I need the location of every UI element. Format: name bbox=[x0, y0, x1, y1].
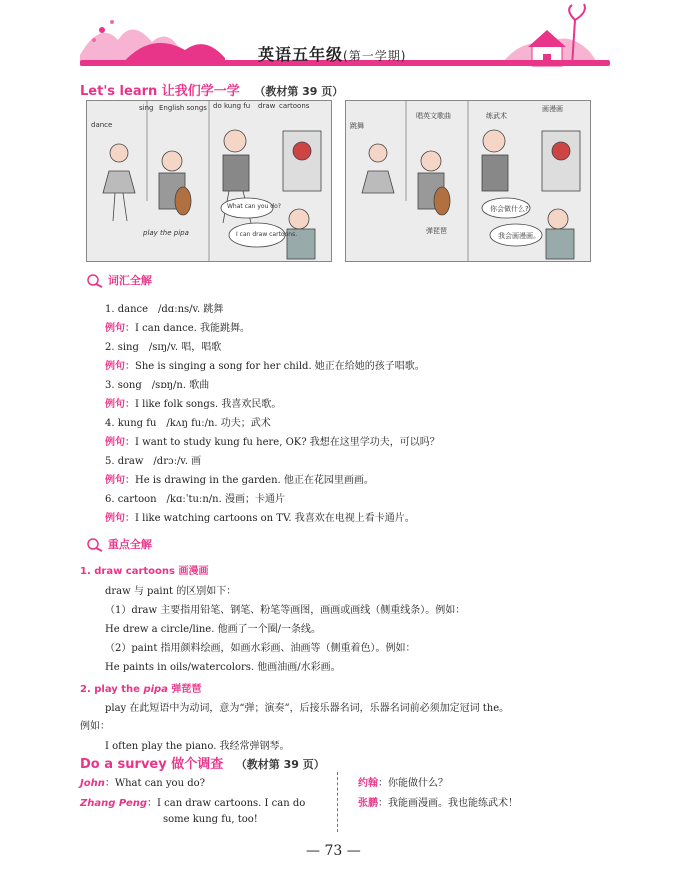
keypoint-line: He drew a circle/line. 他画了一个圈/一条线。 bbox=[105, 624, 321, 635]
comic-right bbox=[345, 100, 591, 262]
magnifier-icon bbox=[86, 274, 104, 288]
survey-line-cn-john: 约翰：你能做什么？ bbox=[358, 778, 448, 789]
page-header bbox=[0, 0, 675, 82]
label-kung-fu: do kung fu bbox=[213, 102, 251, 110]
label-cn-kungfu: 练武术 bbox=[486, 112, 507, 120]
magnifier-icon bbox=[86, 538, 104, 552]
vocab-example: 例句：I can dance. 我能跳舞。 bbox=[105, 323, 250, 334]
keypoint-line: I often play the piano. 我经常弹钢琴。 bbox=[105, 741, 290, 752]
label-english-songs: English songs bbox=[159, 104, 207, 112]
comic-left bbox=[86, 100, 332, 262]
survey-line-zhangpeng: Zhang Peng：I can draw cartoons. I can do bbox=[80, 798, 306, 809]
vocab-example: 例句：He is drawing in the garden. 他正在花园里画画。 bbox=[105, 475, 374, 486]
vocab-word: 2. sing /sɪŋ/v. 唱，唱歌 bbox=[105, 342, 222, 353]
survey-divider bbox=[337, 772, 338, 832]
keypoint-2-title: 2. play the pipa 弹琵琶 bbox=[80, 684, 202, 695]
vocab-word: 1. dance /dɑːns/v. 跳舞 bbox=[105, 304, 224, 315]
vocab-example: 例句：She is singing a song for her child. 她正在给她的孩子唱歌。 bbox=[105, 361, 425, 372]
label-cn-pipa: 弹琵琶 bbox=[426, 227, 447, 235]
vocab-word: 3. song /sɒŋ/n. 歌曲 bbox=[105, 380, 210, 391]
keypoint-line: 例如： bbox=[80, 721, 110, 732]
label-cn-cartoons: 画漫画 bbox=[542, 105, 563, 113]
vocab-heading: 词汇全解 bbox=[86, 272, 152, 288]
survey-line-john: John：What can you do? bbox=[80, 778, 205, 789]
keypoint-line: （1）draw 主要指用铅笔、钢笔、粉笔等画图，画画或画线（侧重线条）。例如： bbox=[105, 605, 466, 616]
vocab-word: 6. cartoon /kɑːˈtuːn/n. 漫画；卡通片 bbox=[105, 494, 285, 505]
label-cn-sing: 唱英文歌曲 bbox=[416, 112, 451, 120]
label-sing: sing bbox=[139, 104, 154, 112]
keypoint-1-title: 1. draw cartoons 画漫画 bbox=[80, 566, 209, 577]
vocab-example: 例句：I want to study kung fu here, OK? 我想在这里学功夫，可以吗？ bbox=[105, 437, 440, 448]
vocab-word: 4. kung fu /kʌŋ fuː/n. 功夫；武术 bbox=[105, 418, 271, 429]
keypoint-line: draw 与 paint 的区别如下： bbox=[105, 586, 237, 597]
label-cartoons: cartoons bbox=[279, 102, 310, 110]
vocab-list bbox=[105, 300, 440, 528]
vocab-example: 例句：I like folk songs. 我喜欢民歌。 bbox=[105, 399, 282, 410]
keypoint-line: He paints in oils/watercolors. 他画油画/水彩画。 bbox=[105, 662, 341, 673]
header-decoration bbox=[0, 0, 675, 82]
keypoint-line: play 在此短语中为动词，意为“弹；演奏”，后接乐器名词，乐器名词前必须加定冠词 the。 bbox=[105, 703, 510, 714]
keypoint-line: （2）paint 指用颜料绘画，如画水彩画、油画等（侧重着色）。例如： bbox=[105, 643, 416, 654]
label-cn-dance: 跳舞 bbox=[350, 122, 364, 130]
bubble-cn-1: 你会做什么? bbox=[490, 205, 529, 213]
lets-learn-title: Let's learn 让我们学一学 （教材第 39 页） bbox=[80, 84, 344, 99]
label-pipa: play the pipa bbox=[143, 229, 189, 237]
vocab-example: 例句：I like watching cartoons on TV. 我喜欢在电视上看卡通片。 bbox=[105, 513, 415, 524]
header-title: 英语五年级(第一学期) bbox=[258, 45, 407, 64]
label-draw: draw bbox=[258, 102, 276, 110]
bubble-text-1: What can you do? bbox=[227, 203, 281, 210]
label-dance: dance bbox=[91, 121, 113, 129]
comic-right-illustration bbox=[346, 101, 590, 261]
page-number: — 73 — bbox=[306, 843, 361, 859]
survey-line-cn-zhangpeng: 张鹏：我能画漫画。我也能练武术！ bbox=[358, 798, 518, 809]
keypoints-heading: 重点全解 bbox=[86, 536, 152, 552]
survey-line-cont: some kung fu, too! bbox=[163, 814, 258, 825]
keypoint-1-body bbox=[105, 582, 465, 677]
survey-title: Do a survey 做个调查 （教材第 39 页） bbox=[80, 757, 325, 772]
bubble-cn-2: 我会画漫画。 bbox=[498, 232, 540, 240]
cartoon-board-icon bbox=[283, 131, 321, 191]
vocab-word: 5. draw /drɔː/v. 画 bbox=[105, 456, 202, 467]
house-right-icon bbox=[500, 4, 600, 66]
bubble-text-2: I can draw cartoons. bbox=[236, 231, 298, 238]
